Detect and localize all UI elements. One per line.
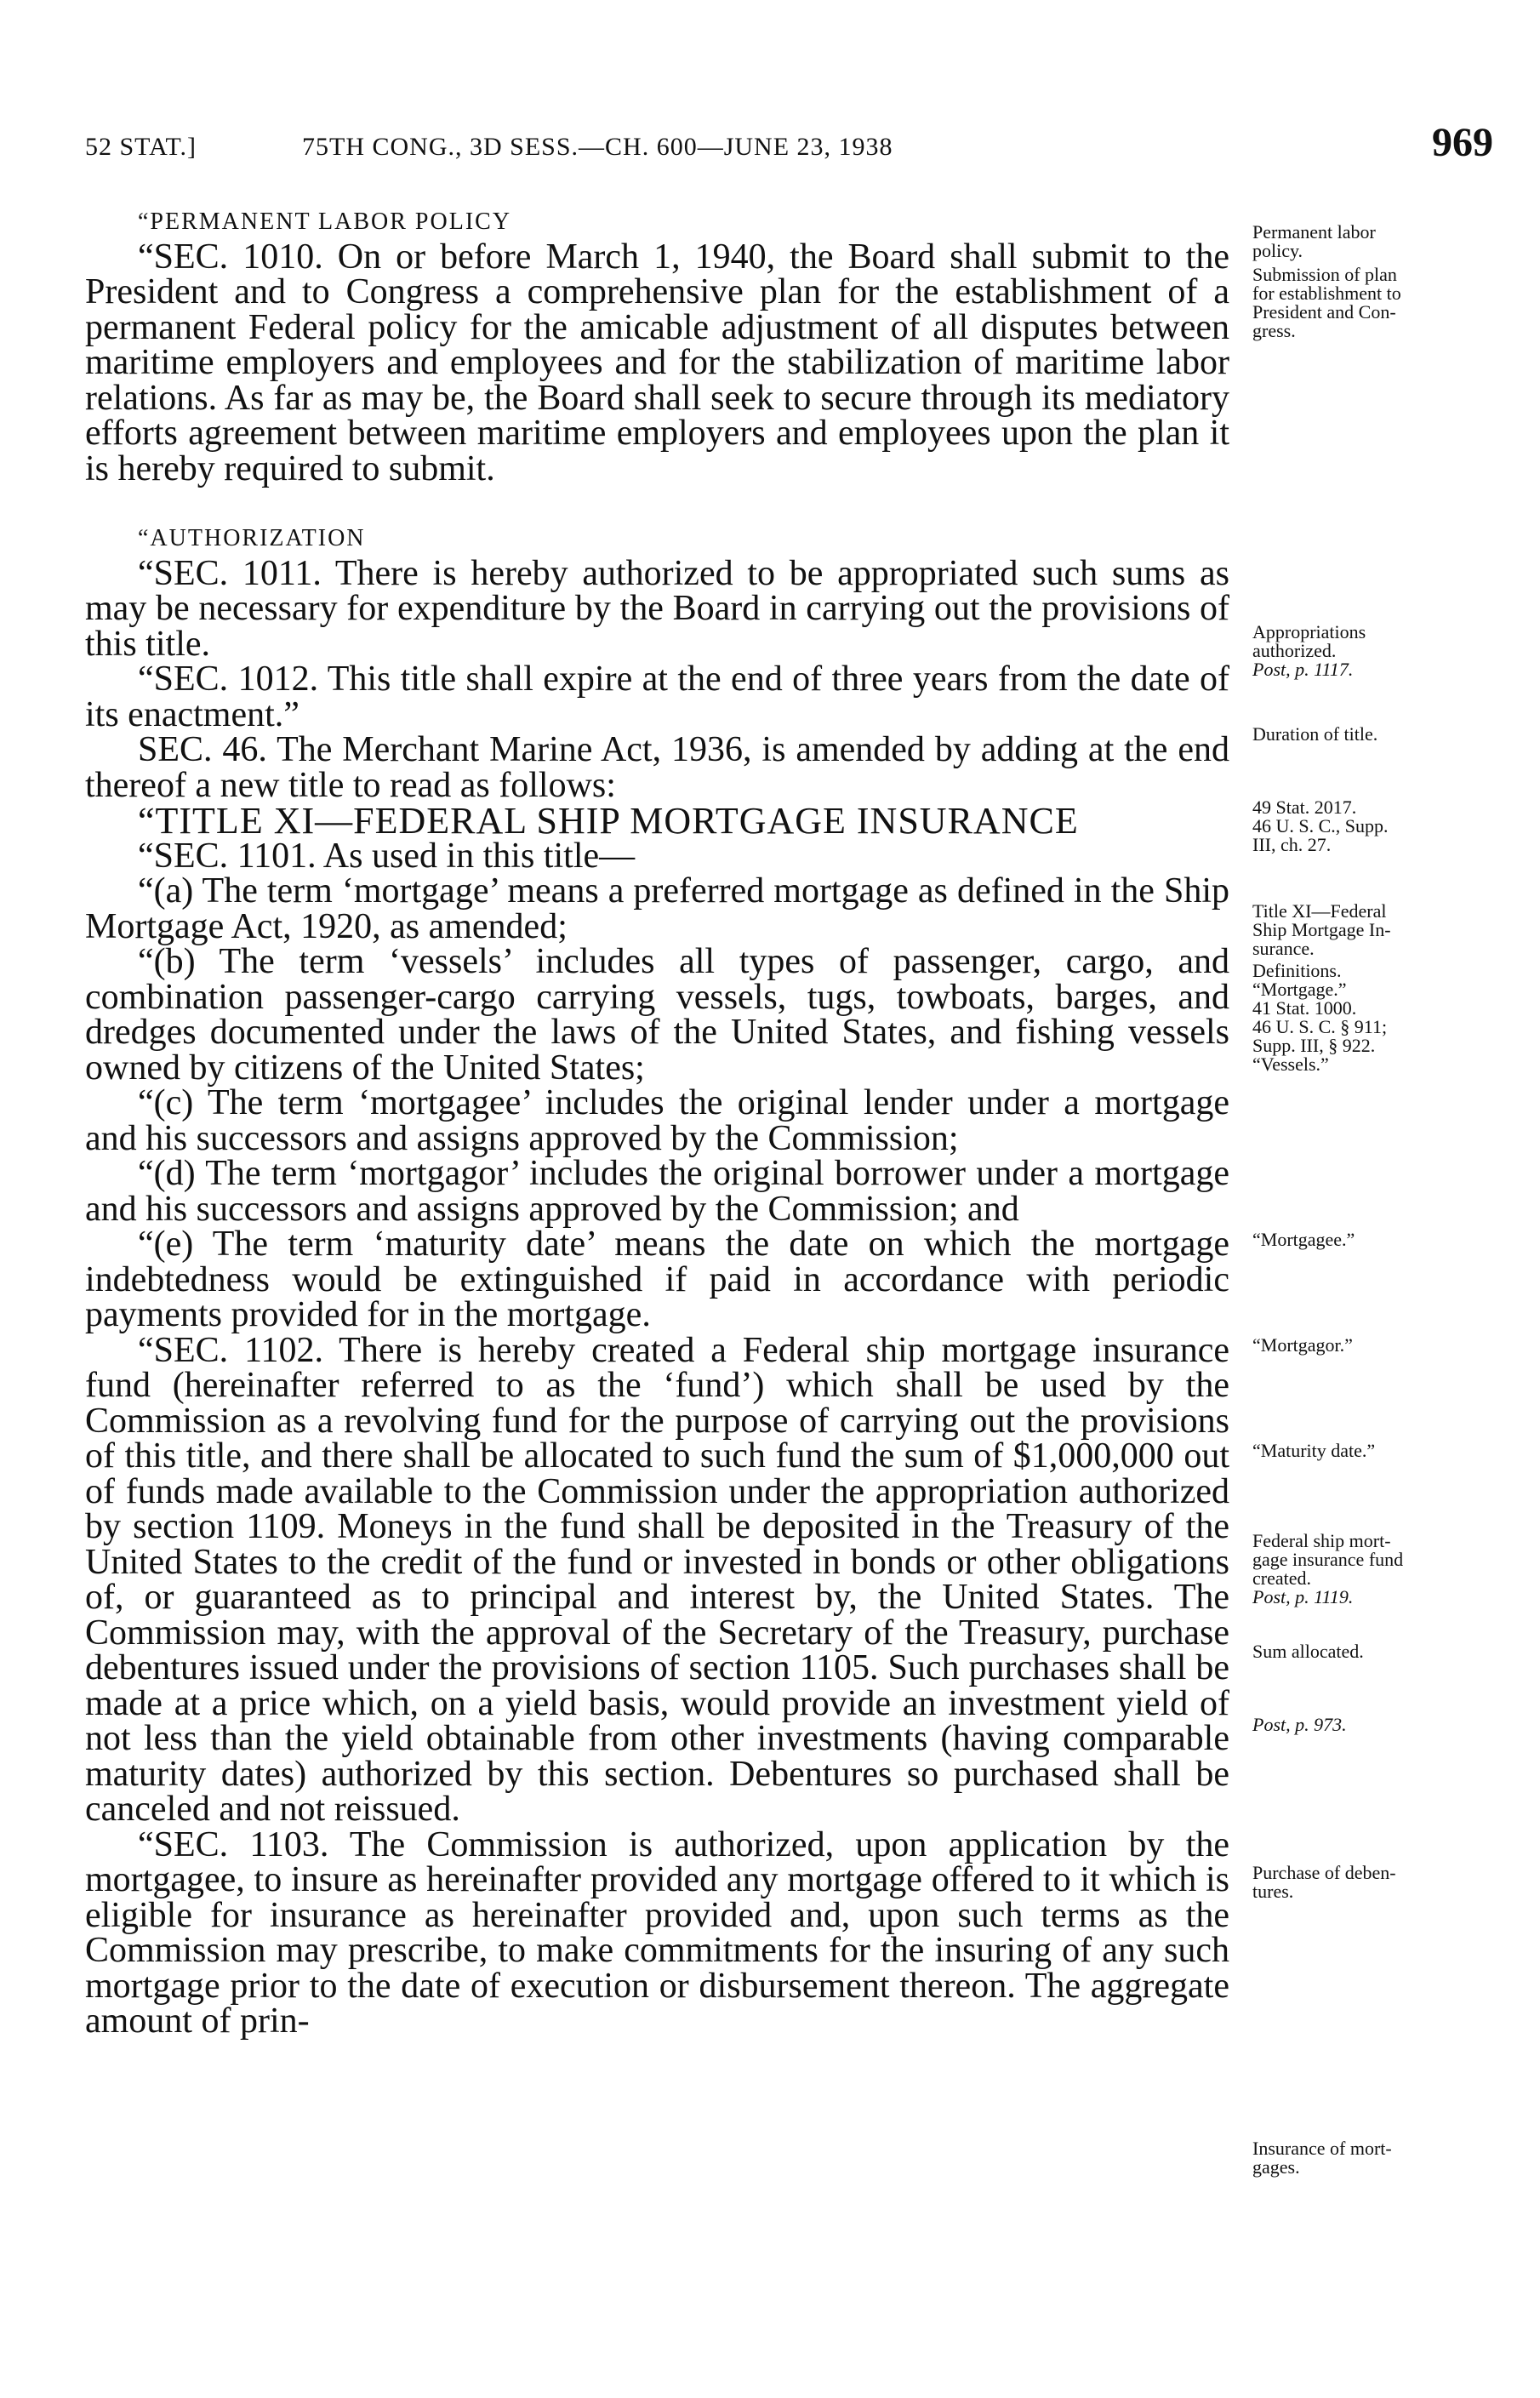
margin-note-debentures: Purchase of deben- tures. [1252, 1862, 1396, 1902]
section-1102: “SEC. 1102. There is hereby created a Federal ship mortgage insurance fund (hereinafter referred to as the ‘fund’) which shall be used by the Commission as a revolving fund for the purpose of carrying out the provisions of this title, and there shall be allocated to such fund the sum of $1,000,000 out of funds made available to the Commission under the appropriation authorized by section 1109. Moneys in the fund shall be deposited in the Treasury of the United States to the credit of the fund or invested in bonds or other obligations of, or guaranteed as to principal and interest by, the United States. The Commission may, with the approval of the Secretary of the Treasury, purchase debentures issued under the provisions of section 1105. Such purchases shall be made at a price which, on a yield basis, would provide an investment yield of not less than the yield obtainable from other investments (having comparable maturity dates) authorized by this section. Debentures so purchased shall be canceled and not reissued. [85, 1330, 1229, 1829]
section-46: SEC. 46. The Merchant Marine Act, 1936, is amended by adding at the end thereof a new title to read as follows: [85, 730, 1229, 805]
definition-d: “(d) The term ‘mortgagor’ includes the original borrower under a mortgage and his successors and assigns approved by the Commission; and [85, 1154, 1229, 1229]
definition-b: “(b) The term ‘vessels’ includes all types of passenger, cargo, and combination passenger-cargo carrying vessels, tugs, towboats, barges, and dredges documented under the laws of the United States, and fishing vessels owned by citizens of the United States; [85, 942, 1229, 1088]
margin-note-submission: Submission of plan for establishment to President and Con- gress. [1252, 264, 1401, 341]
margin-note-insurance: Insurance of mort- gages. [1252, 2138, 1392, 2178]
section-1010: “SEC. 1010. On or before March 1, 1940, the Board shall submit to the President and to Congress a comprehensive plan for the establishment of a permanent Federal policy for the amicable adjustment of all disputes between maritime employers and employees and for the stabilization of maritime labor relations. As far as may be, the Board shall seek to secure through its mediatory efforts agreement between maritime employers and employees upon the plan it is hereby required to submit. [85, 237, 1229, 488]
section-1012: “SEC. 1012. This title shall expire at the end of three years from the date of its enactment.” [85, 659, 1229, 734]
definition-a: “(a) The term ‘mortgage’ means a preferred mortgage as defined in the Ship Mortgage Act, 1920, as amended; [85, 871, 1229, 946]
main-text [85, 204, 1229, 2040]
margin-note-post-973: Post, p. 973. [1252, 1714, 1347, 1735]
section-1011: “SEC. 1011. There is hereby authorized to be appropriated such sums as may be necessary for expenditure by the Board in carrying out the provisions of this title. [85, 553, 1229, 664]
heading-authorization: “AUTHORIZATION [138, 525, 366, 551]
section-1103: “SEC. 1103. The Commission is authorized, upon application by the mortgagee, to insure as hereinafter provided any mortgage offered to it which is eligible for insurance as hereinafter provided and, upon such terms as the Commission may prescribe, to make commitments for the insuring of any such mortgage prior to the date of execution or disbursement thereon. The aggregate amount of prin- [85, 1824, 1229, 2041]
margin-note-definitions: Definitions. “Mortgage.” 41 Stat. 1000. 46 U. S. C. § 911; Supp. III, § 922. “Vessels.” [1252, 960, 1388, 1075]
session-chapter-date: 75TH CONG., 3D SESS.—CH. 600—JUNE 23, 1938 [302, 133, 893, 161]
margin-note-permanent-labor: Permanent labor policy. [1252, 221, 1376, 261]
margin-note-mortgagor: “Mortgagor.” [1252, 1334, 1353, 1356]
section-1101: “SEC. 1101. As used in this title— [138, 836, 636, 876]
page-number: 969 [1432, 120, 1493, 165]
margin-note-sum-allocated: Sum allocated. [1252, 1641, 1364, 1662]
statute-volume: 52 STAT.] [85, 133, 197, 161]
definition-c: “(c) The term ‘mortgagee’ includes the original lender under a mortgage and his successors and assigns approved by the Commission; [85, 1083, 1229, 1158]
margin-note-mortgagee: “Mortgagee.” [1252, 1229, 1355, 1250]
margin-note-49-stat: 49 Stat. 2017. 46 U. S. C., Supp. III, ch. 27. [1252, 796, 1389, 855]
title-xi-heading: “TITLE XI—FEDERAL SHIP MORTGAGE INSURANCE [138, 800, 1079, 842]
margin-note-appropriations: Appropriations authorized. Post, p. 1117. [1252, 621, 1366, 680]
heading-permanent-labor-policy: “PERMANENT LABOR POLICY [138, 208, 512, 235]
margin-note-maturity: “Maturity date.” [1252, 1440, 1376, 1461]
page-header [85, 119, 1493, 179]
margin-note-fund-created: Federal ship mort- gage insurance fund created. Post, p. 1119. [1252, 1530, 1404, 1607]
definition-e: “(e) The term ‘maturity date’ means the date on which the mortgage indebtedness would be extinguished if paid in accordance with periodic payments provided for in the mortgage. [85, 1225, 1229, 1334]
margin-note-title-xi: Title XI—Federal Ship Mortgage In- surance. [1252, 900, 1391, 959]
margin-note-duration: Duration of title. [1252, 723, 1378, 745]
